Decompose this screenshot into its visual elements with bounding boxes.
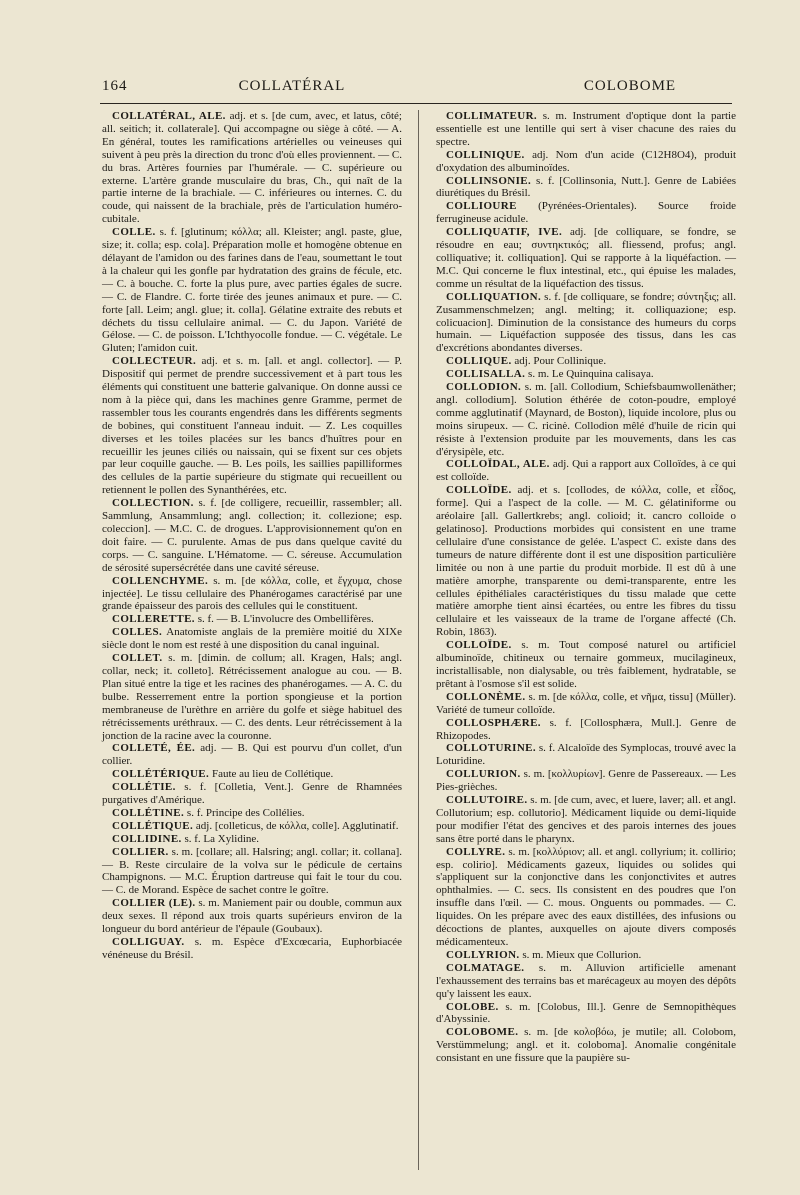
- dictionary-entry: [436, 484, 736, 639]
- dictionary-entry: [436, 175, 736, 201]
- entry-headword: COLOBE.: [446, 1000, 499, 1013]
- entry-headword: COLLISALLA.: [446, 368, 526, 381]
- dictionary-entry: [436, 110, 736, 149]
- entry-headword: COLOBOME.: [446, 1026, 519, 1039]
- entry-definition: s. f. La Xylidine.: [181, 832, 260, 845]
- entry-definition: adj. — B. Qui est pourvu d'un collet, d'un collier.: [102, 742, 402, 768]
- entry-headword: COLLINSONIE.: [446, 174, 532, 187]
- dictionary-entry: [102, 226, 402, 355]
- entry-headword: COLMATAGE.: [446, 961, 525, 974]
- entry-definition: s. m. [κολλυρίων]. Genre de Passereaux. — Les Pies-grièches.: [436, 768, 736, 794]
- entry-headword: COLLIDINE.: [112, 832, 182, 845]
- entry-definition: s. f. Alcaloïde des Symplocas, trouvé avec la Loturidine.: [436, 742, 736, 768]
- entry-definition: s. m. Maniement pair ou double, commun aux deux sexes. Il répond aux trois quarts supérieurs environ de la longueur du bord antérieur de l'épaule (Goubaux).: [102, 897, 402, 936]
- entry-headword: COLLUTOIRE.: [446, 794, 528, 807]
- header-rule: [100, 103, 732, 104]
- entry-definition: s. m. [collare; all. Halsring; angl. collar; it. collana]. — B. Reste circulaire de la volva sur le pédicule de certains Champignons. — M.C. Éruption dartreuse qui fait le tour du cou. — C. de Morand. Espèce de sachet contre le goître.: [102, 845, 402, 897]
- dictionary-entry: [436, 355, 736, 368]
- entry-headword: COLLERETTE.: [112, 613, 195, 626]
- dictionary-entry: [436, 846, 736, 949]
- entry-definition: adj. et s. [de cum, avec, et latus, côté; all. seitich; it. collaterale]. Qui accompagne ou siège à côté. — A. En général, toutes les ramifications artérielles ou veineuses qui suivent à peu près la direction du tronc d'où elles proviennent. — C. du bras. Artères fournies par l'humérale. — C. supérieure ou externe. L'artère grande musculaire du bras, Ch., qui naît de la partie interne de la brachiale. — C. inférieures ou internes. C. du coude, qui naissent de la brachiale, près de l'articulation huméro-cubitale.: [102, 110, 402, 226]
- column-divider: [418, 110, 419, 1170]
- dictionary-entry: [436, 200, 736, 226]
- entry-definition: s. m. [de κολοβόω, je mutile; all. Colobom, Verstümmelung; angl. et it. coloboma]. Anomalie congénitale consistant en une fissure que la paupière su-: [436, 1026, 736, 1065]
- entry-headword: COLLETÉ, ÉE.: [112, 742, 196, 755]
- entry-definition: s. f. [glutinum; κόλλα; all. Kleister; angl. paste, glue, size; it. colla; esp. cola]. Préparation molle et homogène obtenue en délayant de l'amidon ou des farines dans de l'eau, soumettant le tout à la chaleur qui les gonfle par hydratation des grains de fécule, etc. — C. à bouche. C. forte la plus pure, avec parties égales de sucre. — C. de Flandre. C. forte tirée des jeunes animaux et pure. — C. forte [all. Leim; angl. glue; it. colla]. Gélatine extraite des rebuts et déchets du tissu cellulaire animal. — C. du Japon. Variété de Gélose. — C. de poisson. L'Ichthyocolle fondue. — C. végétale. Le Gluten; l'amidon cuit.: [102, 226, 402, 355]
- entry-definition: s. f. [Colletia, Vent.]. Genre de Rhamnées purgatives d'Amérique.: [102, 781, 402, 807]
- dictionary-entry: [102, 781, 402, 807]
- entry-definition: adj. Pour Collinique.: [511, 355, 607, 368]
- dictionary-entry: [436, 768, 736, 794]
- dictionary-entry: [102, 833, 402, 846]
- entry-headword: COLLOTURINE.: [446, 742, 537, 755]
- entry-headword: COLLOÏDE.: [446, 484, 512, 497]
- entry-headword: COLLÉTÉRIQUE.: [112, 768, 210, 781]
- dictionary-entry: [102, 575, 402, 614]
- entry-definition: s. m. Instrument d'optique dont la partie essentielle est une lentille qui sert à viser chacune des raies du spectre.: [436, 110, 736, 148]
- entry-definition: s. m. [dimin. de collum; all. Kragen, Hals; angl. collar, neck; it. colleto]. Rétrécissement analogue au cou. — B. Plan situé entre la tige et les racines des phanérogames. — A. C. du bulbe. Resserrement entre la portion spongieuse et la portion membraneuse de l'urèthre en arrière du golfe et siège habituel des rétrécissements uréthraux. — C. des dents. Leur rétrécissement à la jonction de la racine avec la couronne.: [102, 652, 402, 742]
- entry-headword: COLLÉTIE.: [112, 781, 176, 794]
- dictionary-entry: [102, 652, 402, 742]
- entry-definition: (Pyrénées-Orientales). Source froide ferrugineuse acidule.: [436, 200, 736, 226]
- entry-headword: COLLIMATEUR.: [446, 110, 538, 122]
- entry-headword: COLLÉTIQUE.: [112, 819, 194, 832]
- right-column: [436, 110, 736, 1065]
- dictionary-entry: [436, 639, 736, 691]
- dictionary-entry: [436, 742, 736, 768]
- dictionary-entry: [436, 691, 736, 717]
- dictionary-entry: [436, 717, 736, 743]
- entry-definition: adj. Qui a rapport aux Colloïdes, à ce qui est colloïde.: [436, 458, 737, 484]
- entry-headword: COLLECTEUR.: [112, 355, 197, 368]
- entry-definition: s. m. Alluvion artificielle amenant l'exhaussement des terrains bas et marécageux au moyen des dépôts qu'y laissent les eaux.: [436, 961, 736, 1000]
- entry-headword: COLLURION.: [446, 768, 521, 781]
- entry-definition: adj. [colleticus, de κόλλα, colle]. Agglutinatif.: [193, 819, 399, 832]
- entry-definition: s. f. [de colliquare, se fondre; σύντηξις; all. Zusammenschmelzen; angl. melting; it. colliquazione; esp. colicuacion]. Diminution de la consistance des humeurs du corps humain. — Liquéfaction supposée des tissus, dans les cas d'excrétions abondantes diverses.: [436, 290, 736, 355]
- entry-headword: COLLIER.: [112, 845, 169, 858]
- entry-headword: COLLIQUE.: [446, 355, 512, 368]
- entry-definition: s. m. [Colobus, Ill.]. Genre de Semnopithèques d'Abyssinie.: [436, 1000, 736, 1026]
- entry-headword: COLLECTION.: [112, 497, 194, 510]
- dictionary-entry: [102, 846, 402, 898]
- entry-headword: COLLATÉRAL, ALE.: [112, 110, 226, 122]
- entry-definition: adj. Nom d'un acide (C12H8O4), produit d'oxydation des albuminoïdes.: [436, 148, 736, 174]
- entry-definition: s. m. Tout composé naturel ou artificiel albuminoïde, chitineux ou ternaire gommeux, mucilagineux, incristallisable, non dialysable, ou très faiblement, hydratable, se prêtant à l'osmose s'il est solide.: [436, 639, 736, 690]
- dictionary-entry: [102, 820, 402, 833]
- page-number: 164: [102, 78, 128, 94]
- entry-definition: s. f. [Collinsonia, Nutt.]. Genre de Labiées diurétiques du Brésil.: [436, 174, 736, 200]
- entry-headword: COLLIOURE: [446, 200, 517, 213]
- dictionary-entry: [436, 794, 736, 846]
- entry-headword: COLLÉTINE.: [112, 806, 185, 819]
- entry-definition: s. m. [de κόλλα, colle, et ἔγχυμα, chose injectée]. Le tissu cellulaire des Phanérogames caractérisé par une grande épaisseur des parois des cellules qui le constituent.: [102, 574, 402, 613]
- entry-definition: s. f. — B. L'involucre des Ombellifères.: [194, 613, 374, 626]
- entry-definition: s. m. Mieux que Collurion.: [519, 948, 642, 961]
- running-header: [102, 78, 730, 98]
- entry-headword: COLLET.: [112, 652, 163, 665]
- entry-definition: s. m. Espèce d'Excœcaria, Euphorbiacée vénéneuse du Brésil.: [102, 936, 402, 961]
- dictionary-entry: [436, 458, 736, 484]
- dictionary-entry: [436, 291, 736, 356]
- entry-headword: COLLOÏDAL, ALE.: [446, 458, 550, 471]
- entry-definition: adj. [de colliquare, se fondre, se résoudre en eau; συντηκτικός; all. fliessend, profus; angl. colliquative; it. colliquation]. Qui se rapporte à la liquéfaction. — M.C. Qui concerne le flux intestinal, etc., qui épuise les malades, comme un résultat de la liquéfaction des tissus.: [436, 226, 736, 290]
- entry-definition: Anatomiste anglais de la première moitié du XIXe siècle dont le nom est resté à une disposition du canal inguinal.: [102, 626, 402, 652]
- dictionary-entry: [436, 949, 736, 962]
- entry-headword: COLLIQUATIF, IVE.: [446, 226, 563, 239]
- dictionary-entry: [436, 149, 736, 175]
- dictionary-entry: [436, 1001, 736, 1027]
- entry-definition: s. m. [de cum, avec, et luere, laver; all. et angl. Collutorium; esp. collutorio]. Médicament liquide ou demi-liquide pour modifier l'état des gencives et des parois internes des joues sans être porté dans le pharynx.: [436, 794, 736, 845]
- entry-headword: COLLYRE.: [446, 845, 506, 858]
- entry-headword: COLLYRION.: [446, 948, 520, 961]
- entry-definition: Faute au lieu de Collétique.: [209, 768, 334, 781]
- dictionary-entry: [436, 1026, 736, 1065]
- entry-definition: s. m. [all. Collodium, Schiefsbaumwollenäther; angl. collodium]. Solution éthérée de coton-poudre, employé comme agglutinatif (Maynard, de Boston), liquide incolore, plus ou moins sirupeux. — C. ricinė. Collodion mêlé d'huile de ricin qui résiste à l'extension produite par les mouvements, dans les cas d'érysipèle, etc.: [436, 381, 736, 458]
- dictionary-entry: [102, 613, 402, 626]
- dictionary-entry: [102, 936, 402, 962]
- entry-headword: COLLINIQUE.: [446, 148, 525, 161]
- entry-headword: COLLIGUAY.: [112, 936, 185, 948]
- right-running-head: COLOBOME: [583, 78, 677, 94]
- entry-headword: COLLIER (LE).: [112, 897, 196, 910]
- dictionary-entry: [436, 368, 736, 381]
- dictionary-entry: [102, 626, 402, 652]
- dictionary-entry: [102, 807, 402, 820]
- entry-headword: COLLENCHYME.: [112, 574, 209, 587]
- entry-headword: COLLIQUATION.: [446, 290, 542, 303]
- dictionary-entry: [436, 962, 736, 1001]
- entry-definition: s. f. [de colligere, recueillir, rassembler; all. Sammlung, Ansammlung; angl. collection; it. collezione; esp. coleccion]. — M.C. C. de drogues. L'approvisionnement qu'on en doit faire. — C. purulente. Amas de pus dans quelque cavité du corps. — C. sanguine. L'Hématome. — C. séreuse. Accumulation de sérosité supersécrétée dans une cavité séreuse.: [102, 497, 402, 574]
- entry-headword: COLLONÈME.: [446, 690, 526, 703]
- entry-definition: s. m. [de κόλλα, colle, et νῆμα, tissu] (Müller). Variété de tumeur colloïde.: [436, 690, 736, 716]
- left-column: [102, 110, 402, 962]
- entry-definition: adj. et s. [collodes, de κόλλα, colle, et εἶδος, forme]. Qui a l'aspect de la colle. — M. C. gélatiniforme ou aréolaire [all. Gallertkrebs; angl. colioid; it. cancro colloide o gelatinoso]. Productions morbides qui consistent en une trame cellulaire d'une consistance de gelée. L'aspect C. existe dans des tumeurs de nature différente dont il est une disposition particulière limitée ou non à une partie du produit morbide. Il est dû à une matière amorphe, transparente ou demi-transparente, entre les cellules épithéliales caractéristiques du tissu malade que cette matière amorphe tient ainsi écartées, ou entre les fibres du tissu cellulaire et les vaisseaux de la trame de l'organe affecté (Ch. Robin, 1863).: [436, 484, 736, 639]
- entry-headword: COLLOÏDE.: [446, 639, 512, 652]
- dictionary-entry: [102, 742, 402, 768]
- dictionary-entry: [102, 110, 402, 226]
- entry-headword: COLLE.: [112, 226, 156, 239]
- dictionary-entry: [102, 897, 402, 936]
- entry-headword: COLLODION.: [446, 381, 522, 394]
- entry-headword: COLLOSPHÆRE.: [446, 716, 541, 729]
- dictionary-entry: [102, 355, 402, 497]
- entry-definition: s. f. Principe des Collélies.: [184, 806, 305, 819]
- entry-definition: s. m. Le Quinquina calisaya.: [525, 368, 654, 381]
- dictionary-entry: [102, 497, 402, 574]
- entry-definition: adj. et s. m. [all. et angl. collector]. — P. Dispositif qui permet de prendre successivement et à part tous les éléments qui constituent une batterie galvanique. On donne aussi ce nom à la pièce qui, dans les machines genre Gramme, permet de rassembler tous les courants engendrés dans les différents segments de bobines, qui constituent l'anneau induit. — Z. Les coquilles diverses et les toiles placées sur les bancs d'huîtres pour en recueillir les jeunes ciliés ou naissain, qui se fixent sur ces objets par leur coquille gauche. — B. Les poils, les saillies papilliformes des cellules de la partie supérieure du stigmate qui recueillent ou retiennent le pollen des Synanthérées, etc.: [102, 355, 402, 497]
- dictionary-entry: [436, 226, 736, 291]
- left-running-head: COLLATÉRAL: [238, 78, 346, 94]
- entry-definition: s. m. [κολλύριον; all. et angl. collyrium; it. collirio; esp. colirio]. Médicaments gazeux, liquides ou solides qui s'appliquent sur la conjonctive dans les conjonctivites et autres ophthalmies. — C. secs. Ils consistent en des poudres que l'on insuffle dans l'œil. — C. mous. Onguents ou pommades. — C. liquides. On les prépare avec des eaux distillées, des infusions ou décoctions de plantes, auxquelles on ajoute divers composés médicamenteux.: [436, 845, 736, 948]
- dictionary-entry: [436, 381, 736, 458]
- entry-headword: COLLES.: [112, 626, 163, 639]
- entry-definition: s. f. [Collosphæra, Mull.]. Genre de Rhizopodes.: [436, 716, 736, 742]
- dictionary-entry: [102, 768, 402, 781]
